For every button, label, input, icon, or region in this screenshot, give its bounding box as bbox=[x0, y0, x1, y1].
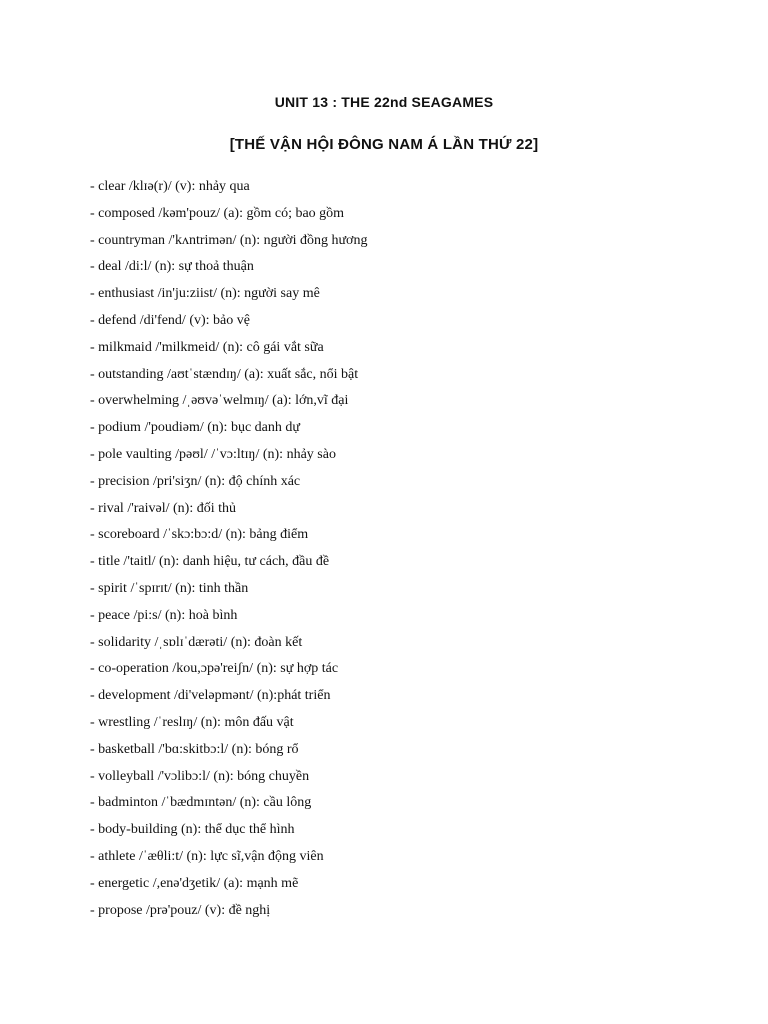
vocabulary-item: - badminton /ˈbædmɪntən/ (n): cầu lông bbox=[90, 795, 312, 811]
vocabulary-item: - athlete /ˈæθli:t/ (n): lực sĩ,vận động viên bbox=[90, 848, 324, 864]
vocabulary-item: - rival /'raivəl/ (n): đối thủ bbox=[90, 500, 236, 516]
vocabulary-item: - defend /di'fend/ (v): bảo vệ bbox=[90, 312, 250, 328]
vocabulary-list bbox=[90, 178, 367, 928]
vocabulary-item: - wrestling /ˈreslɪŋ/ (n): môn đấu vật bbox=[90, 714, 294, 730]
unit-title: UNIT 13 : THE 22nd SEAGAMES bbox=[274, 94, 494, 110]
vocabulary-item: - countryman /'kʌntrimən/ (n): người đồng hương bbox=[90, 232, 368, 248]
vocabulary-item: - deal /di:l/ (n): sự thoả thuận bbox=[90, 259, 254, 275]
vocabulary-item: - clear /klɪə(r)/ (v): nhảy qua bbox=[90, 179, 250, 194]
vocabulary-item: - propose /prə'pouz/ (v): đề nghị bbox=[90, 902, 271, 918]
vocabulary-item: - pole vaulting /pəʊl/ /ˈvɔ:ltɪŋ/ (n): nhảy sào bbox=[90, 446, 336, 462]
vocabulary-item: - co-operation /kou,ɔpə'reiʃn/ (n): sự hợp tác bbox=[90, 661, 339, 677]
vocabulary-item: - overwhelming /ˌəʊvəˈwelmɪŋ/ (a): lớn,vĩ đại bbox=[90, 393, 349, 409]
vocabulary-item: - title /'taitl/ (n): danh hiệu, tư cách, đầu đề bbox=[90, 554, 330, 570]
vocabulary-item: - peace /pi:s/ (n): hoà bình bbox=[90, 607, 238, 623]
unit-subtitle: [THẾ VẬN HỘI ĐÔNG NAM Á LẦN THỨ 22] bbox=[229, 136, 539, 153]
vocabulary-item: - precision /pri'siʒn/ (n): độ chính xác bbox=[90, 473, 301, 489]
vocabulary-item: - basketball /'bɑ:skitbɔ:l/ (n): bóng rổ bbox=[90, 741, 299, 757]
vocabulary-item: - spirit /ˈspɪrɪt/ (n): tinh thần bbox=[90, 580, 249, 596]
vocabulary-item: - scoreboard /ˈskɔ:bɔ:d/ (n): bảng điểm bbox=[90, 527, 309, 543]
vocabulary-item: - solidarity /ˌsɒlɪˈdærəti/ (n): đoàn kết bbox=[90, 634, 303, 650]
vocabulary-item: - volleyball /'vɔlibɔ:l/ (n): bóng chuyền bbox=[90, 768, 310, 784]
vocabulary-item: - composed /kəm'pouz/ (a): gồm có; bao gồm bbox=[90, 205, 345, 221]
vocabulary-item: - development /di'veləpmənt/ (n):phát triển bbox=[90, 688, 331, 704]
vocabulary-item: - milkmaid /'milkmeid/ (n): cô gái vắt sữa bbox=[90, 339, 324, 355]
vocabulary-item: - enthusiast /in'ju:ziist/ (n): người say mê bbox=[90, 286, 320, 302]
vocabulary-item: - outstanding /aʊtˈstændɪŋ/ (a): xuất sắc, nổi bật bbox=[90, 366, 359, 382]
vocabulary-item: - podium /'poudiəm/ (n): bục danh dự bbox=[90, 420, 300, 436]
vocabulary-item: - body-building (n): thể dục thể hình bbox=[90, 822, 295, 838]
vocabulary-item: - energetic /,enə'dʒetik/ (a): mạnh mẽ bbox=[90, 875, 299, 891]
